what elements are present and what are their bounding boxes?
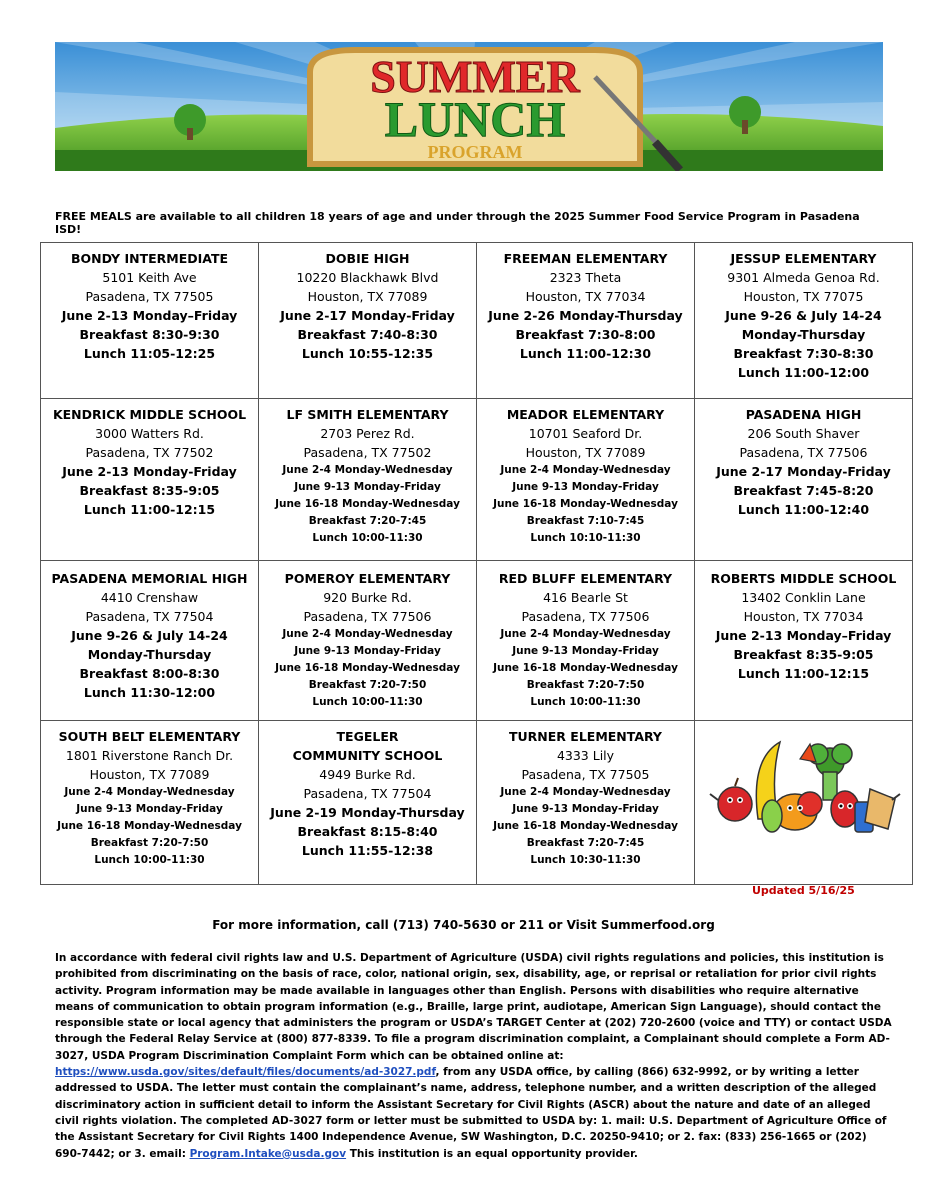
site-breakfast: Breakfast 7:20-7:50 xyxy=(308,679,427,691)
site-kendrick xyxy=(41,399,259,561)
site-address: 4949 Burke Rd. xyxy=(319,767,416,782)
site-address: 920 Burke Rd. xyxy=(323,590,412,605)
site-city: Houston, TX 77089 xyxy=(525,445,646,460)
site-lunch: Lunch 11:55-12:38 xyxy=(301,843,434,858)
site-city: Pasadena, TX 77504 xyxy=(85,609,214,624)
site-breakfast: Breakfast 7:20-7:45 xyxy=(526,837,645,849)
site-breakfast: Breakfast 8:35-9:05 xyxy=(733,647,874,662)
site-address: 2323 Theta xyxy=(549,270,622,285)
site-dates-1: June 2-4 Monday-Wednesday xyxy=(282,628,453,640)
banner-line2: LUNCH xyxy=(384,91,566,147)
site-address: 10701 Seaford Dr. xyxy=(528,426,643,441)
site-breakfast: Breakfast 8:35-9:05 xyxy=(79,483,220,498)
site-lunch: Lunch 10:10-11:30 xyxy=(530,532,641,544)
site-city: Houston, TX 77075 xyxy=(743,289,864,304)
site-lunch: Lunch 10:00-11:30 xyxy=(312,532,423,544)
legal-text-part3: This institution is an equal opportunity provider. xyxy=(346,1147,638,1160)
site-breakfast: Breakfast 8:00-8:30 xyxy=(79,666,220,681)
site-address: 13402 Conklin Lane xyxy=(741,590,866,605)
site-breakfast: Breakfast 7:30-8:30 xyxy=(733,346,874,361)
site-name: TURNER ELEMENTARY xyxy=(509,729,662,744)
summer-lunch-banner xyxy=(55,42,883,171)
site-address: 1801 Riverstone Ranch Dr. xyxy=(65,748,234,763)
site-address: 3000 Watters Rd. xyxy=(95,426,204,441)
site-city: Pasadena, TX 77506 xyxy=(521,609,650,624)
site-address: 4410 Crenshaw xyxy=(100,590,199,605)
site-name: PASADENA MEMORIAL HIGH xyxy=(51,571,248,586)
site-dates: June 9-26 & July 14-24 xyxy=(725,308,882,323)
legal-text-part2: , from any USDA office, by calling (866) 632-9992, or by writing a letter addressed to USDA. The letter must contain the complainant’s name, address, telephone number, and a written description of the alleged discriminatory action in sufficient detail to inform the Assistant Secretary for Civil Rights (ASCR) about the nature and date of an alleged civil rights violation. The completed AD-3027 form or letter must be submitted to USDA by: 1. mail: U.S. Department of Agriculture Office of the Assistant Secretary for Civil Rights 1400 Independence Avenue, SW Washington, D.C. 20250-9410; or 2. fax: (833) 256-1665 or (202) 690-7442; or 3. email: xyxy=(55,1066,887,1160)
site-address: 10220 Blackhawk Blvd xyxy=(296,270,439,285)
site-dates-3: June 16-18 Monday-Wednesday xyxy=(493,498,678,510)
site-dates-3: June 16-18 Monday-Wednesday xyxy=(275,662,460,674)
site-breakfast: Breakfast 7:20-7:45 xyxy=(308,515,427,527)
site-name: ROBERTS MIDDLE SCHOOL xyxy=(710,571,897,586)
site-name: RED BLUFF ELEMENTARY xyxy=(498,571,673,586)
site-name-line2: COMMUNITY SCHOOL xyxy=(292,748,443,763)
site-breakfast: Breakfast 8:30-9:30 xyxy=(79,327,220,342)
site-name: DOBIE HIGH xyxy=(325,251,410,266)
site-lunch: Lunch 10:55-12:35 xyxy=(301,346,434,361)
site-dates: June 2-26 Monday-Thursday xyxy=(488,308,683,323)
site-city: Houston, TX 77034 xyxy=(525,289,646,304)
site-roberts xyxy=(695,561,913,721)
site-lunch: Lunch 10:30-11:30 xyxy=(530,854,641,866)
site-lunch: Lunch 11:00-12:30 xyxy=(519,346,652,361)
site-dates-1: June 2-4 Monday-Wednesday xyxy=(500,786,671,798)
fruit-veggie-illustration xyxy=(700,734,910,844)
site-name: TEGELER xyxy=(336,729,399,744)
site-memorial xyxy=(41,561,259,721)
banner-line1: SUMMER xyxy=(370,51,580,102)
ad-3027-link[interactable]: https://www.usda.gov/sites/default/files/documents/ad-3027.pdf xyxy=(55,1066,436,1079)
site-address: 4333 Lily xyxy=(556,748,615,763)
site-dates-1: June 2-4 Monday-Wednesday xyxy=(500,628,671,640)
site-address: 2703 Perez Rd. xyxy=(320,426,415,441)
site-name: BONDY INTERMEDIATE xyxy=(70,251,229,266)
site-city: Houston, TX 77089 xyxy=(89,767,210,782)
site-city: Pasadena, TX 77505 xyxy=(521,767,650,782)
site-lunch: Lunch 10:00-11:30 xyxy=(530,696,641,708)
site-dates: June 2-13 Monday–Friday xyxy=(61,308,238,323)
site-dates-3: June 16-18 Monday-Wednesday xyxy=(493,820,678,832)
site-jessup xyxy=(695,243,913,399)
site-days: Monday-Thursday xyxy=(741,327,866,342)
site-name: KENDRICK MIDDLE SCHOOL xyxy=(52,407,247,422)
site-lunch: Lunch 11:30-12:00 xyxy=(83,685,216,700)
site-breakfast: Breakfast 7:20-7:50 xyxy=(90,837,209,849)
nondiscrimination-statement xyxy=(55,950,895,1162)
site-city: Pasadena, TX 77502 xyxy=(85,445,214,460)
site-dates-2: June 9-13 Monday-Friday xyxy=(294,645,441,657)
site-city: Houston, TX 77034 xyxy=(743,609,864,624)
site-meador xyxy=(477,399,695,561)
site-southbelt xyxy=(41,721,259,885)
site-name: POMEROY ELEMENTARY xyxy=(284,571,451,586)
site-dates: June 2-19 Monday-Thursday xyxy=(270,805,465,820)
site-dates: June 2-13 Monday–Friday xyxy=(715,628,892,643)
site-breakfast: Breakfast 7:20-7:50 xyxy=(526,679,645,691)
site-lunch: Lunch 11:00-12:40 xyxy=(737,502,870,517)
site-name: FREEMAN ELEMENTARY xyxy=(503,251,668,266)
site-pasadena-high xyxy=(695,399,913,561)
site-lfsmith xyxy=(259,399,477,561)
site-dobie xyxy=(259,243,477,399)
site-bondy xyxy=(41,243,259,399)
site-dates-2: June 9-13 Monday-Friday xyxy=(512,645,659,657)
site-dates-1: June 2-4 Monday-Wednesday xyxy=(282,464,453,476)
site-freeman xyxy=(477,243,695,399)
site-breakfast: Breakfast 7:10-7:45 xyxy=(526,515,645,527)
site-address: 9301 Almeda Genoa Rd. xyxy=(727,270,880,285)
site-dates: June 2-17 Monday-Friday xyxy=(280,308,455,323)
site-breakfast: Breakfast 7:45-8:20 xyxy=(733,483,874,498)
site-city: Pasadena, TX 77502 xyxy=(303,445,432,460)
email-link[interactable]: Program.Intake@usda.gov xyxy=(189,1147,347,1160)
site-name: PASADENA HIGH xyxy=(745,407,862,422)
site-city: Pasadena, TX 77504 xyxy=(303,786,432,801)
site-city: Pasadena, TX 77506 xyxy=(739,445,868,460)
site-dates-1: June 2-4 Monday-Wednesday xyxy=(64,786,235,798)
intro-text: FREE MEALS are available to all children 18 years of age and under through the 2025 Summer Food Service Program in Pasadena ISD! xyxy=(55,210,860,236)
site-dates-2: June 9-13 Monday-Friday xyxy=(294,481,441,493)
site-city: Pasadena, TX 77505 xyxy=(85,289,214,304)
site-breakfast: Breakfast 7:30-8:00 xyxy=(515,327,656,342)
site-name: LF SMITH ELEMENTARY xyxy=(286,407,449,422)
site-name: MEADOR ELEMENTARY xyxy=(506,407,665,422)
site-lunch: Lunch 11:05-12:25 xyxy=(83,346,216,361)
site-address: 5101 Keith Ave xyxy=(102,270,197,285)
site-lunch: Lunch 11:00-12:15 xyxy=(737,666,870,681)
site-days: Monday-Thursday xyxy=(87,647,212,662)
site-pomeroy xyxy=(259,561,477,721)
site-dates: June 2-17 Monday-Friday xyxy=(716,464,891,479)
updated-date: Updated 5/16/25 xyxy=(752,884,855,897)
site-breakfast: Breakfast 8:15-8:40 xyxy=(297,824,438,839)
site-dates-2: June 9-13 Monday-Friday xyxy=(76,803,223,815)
site-dates-3: June 16-18 Monday-Wednesday xyxy=(493,662,678,674)
site-dates-3: June 16-18 Monday-Wednesday xyxy=(275,498,460,510)
site-turner xyxy=(477,721,695,885)
site-name: SOUTH BELT ELEMENTARY xyxy=(58,729,241,744)
site-city: Pasadena, TX 77506 xyxy=(303,609,432,624)
site-lunch: Lunch 11:00-12:00 xyxy=(737,365,870,380)
site-breakfast: Breakfast 7:40-8:30 xyxy=(297,327,438,342)
site-dates-2: June 9-13 Monday-Friday xyxy=(512,481,659,493)
site-lunch: Lunch 10:00-11:30 xyxy=(94,854,205,866)
site-dates-2: June 9-13 Monday-Friday xyxy=(512,803,659,815)
legal-text-part1: In accordance with federal civil rights law and U.S. Department of Agriculture (USDA) civil rights regulations and policies, this institution is prohibited from discriminating on the basis of race, color, national origin, sex, disability, age, or reprisal or retaliation for prior civil rights activity. Program information may be made available in languages other than English. Persons with disabilities who require alternative means of communication to obtain program information (e.g., Braille, large print, audiotape, American Sign Language), should contact the responsible state or local agency that administers the program or USDA’s TARGET Center at (202) 720-2600 (voice and TTY) or contact USDA through the Federal Relay Service at (800) 877-8339. To file a program discrimination complaint, a Complainant should complete a Form AD-3027, USDA Program Discrimination Complaint Form which can be obtained online at: xyxy=(55,952,892,1062)
site-dates: June 2-13 Monday-Friday xyxy=(62,464,237,479)
site-address: 416 Bearle St xyxy=(543,590,628,605)
site-city: Houston, TX 77089 xyxy=(307,289,428,304)
more-info-text: For more information, call (713) 740-5630 or 211 or Visit Summerfood.org xyxy=(212,918,715,932)
banner-line3: PROGRAM xyxy=(427,142,523,162)
site-lunch: Lunch 11:00-12:15 xyxy=(83,502,216,517)
site-address: 206 South Shaver xyxy=(747,426,860,441)
site-dates-1: June 2-4 Monday-Wednesday xyxy=(500,464,671,476)
site-redbluff xyxy=(477,561,695,721)
site-dates-3: June 16-18 Monday-Wednesday xyxy=(57,820,242,832)
site-lunch: Lunch 10:00-11:30 xyxy=(312,696,423,708)
site-name: JESSUP ELEMENTARY xyxy=(730,251,877,266)
site-tegeler xyxy=(259,721,477,885)
site-dates: June 9-26 & July 14-24 xyxy=(71,628,228,643)
